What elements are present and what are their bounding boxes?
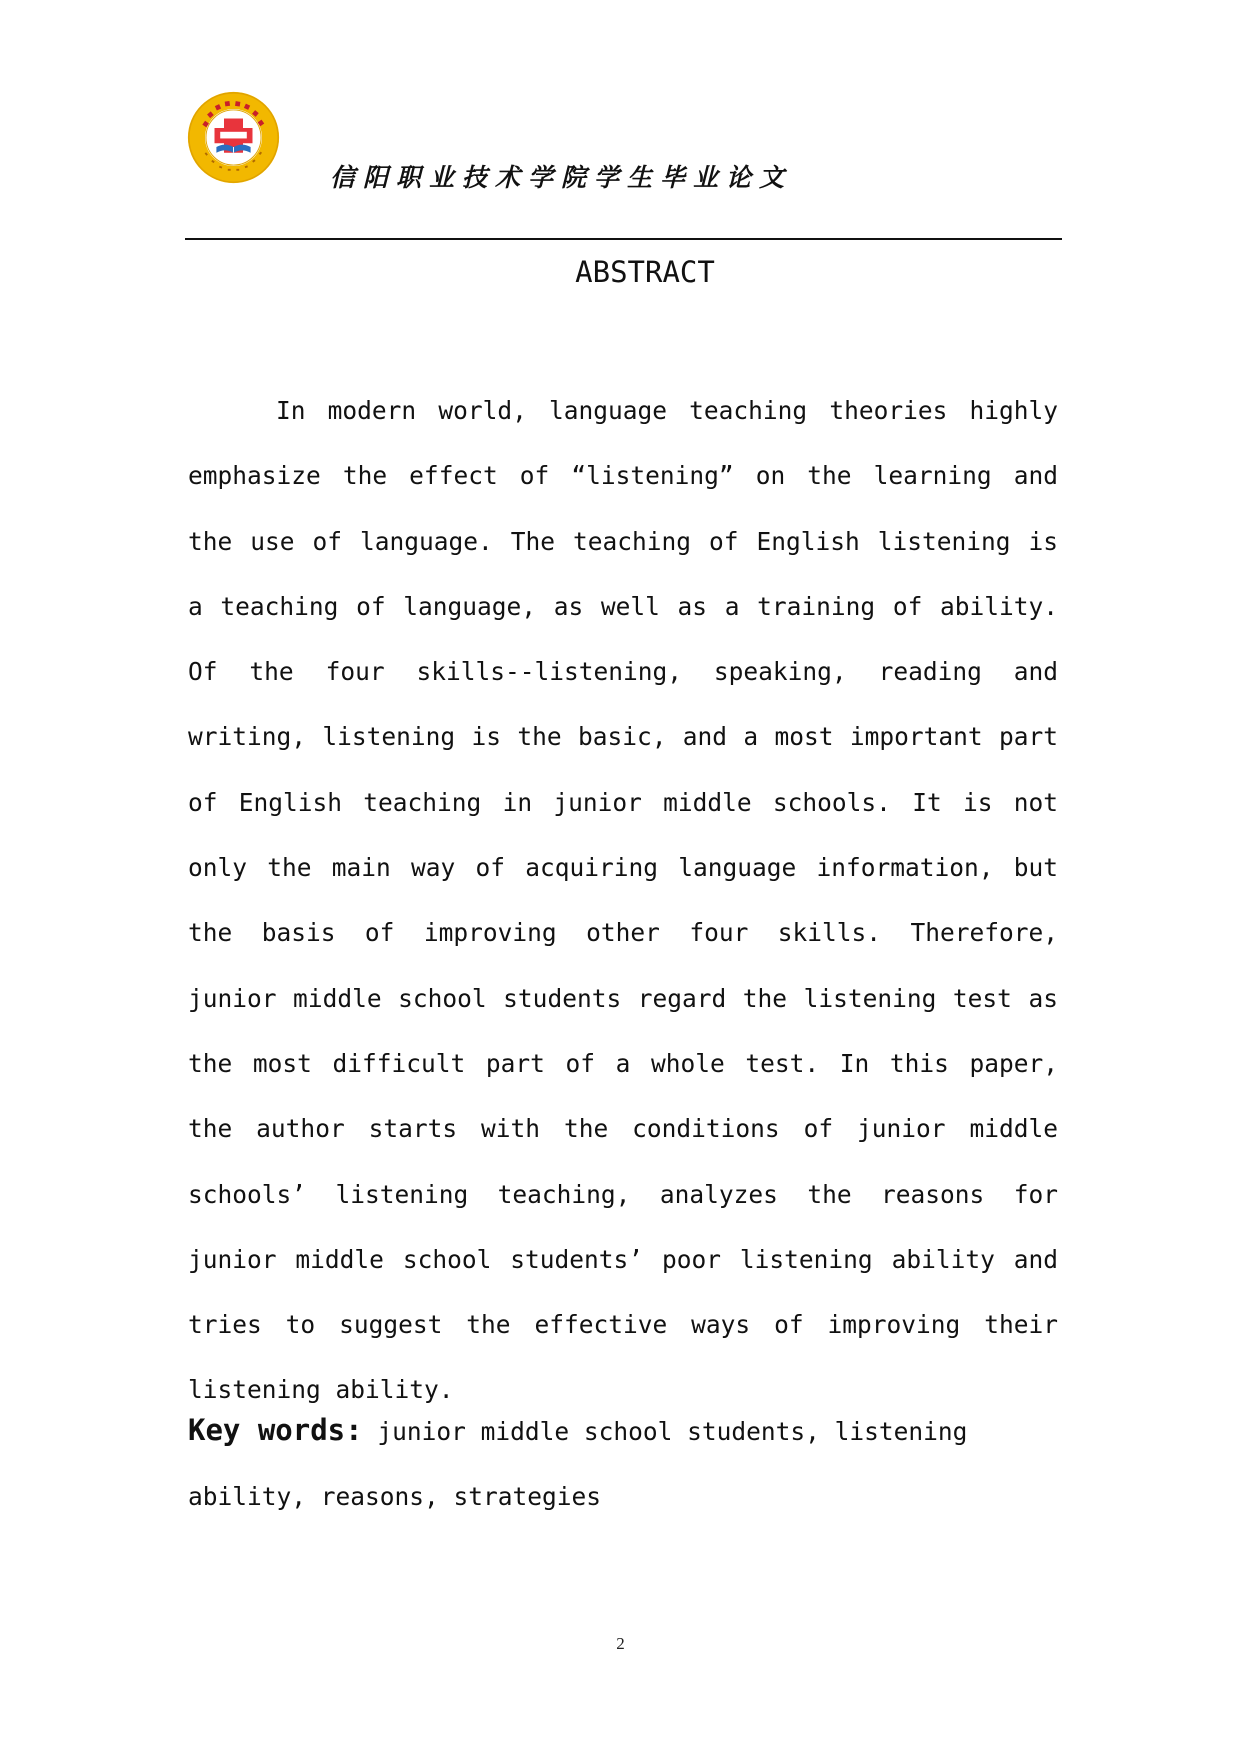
page-number: 2	[616, 1634, 625, 1653]
header-divider	[185, 238, 1062, 240]
abstract-body: In modern world, language teaching theories highly emphasize the effect of “listening” on the learning and the use of language. The teaching of English listening is a teaching of language, as well as a training of ability. Of the four skills--listening, speaking, reading and writing, listening is the basic, and a most important part of English teaching in junior middle schools. It is not only the main way of acquiring language information, but the basis of improving other four skills. Therefore, junior middle school students regard the listening test as the most difficult part of a whole test. In this paper, the author starts with the conditions of junior middle schools’ listening teaching, analyzes the reasons for junior middle school students’ poor listening ability and tries to suggest the effective ways of improving their listening ability.	[188, 396, 1058, 1405]
college-seal-icon	[186, 90, 281, 185]
thesis-series-title: 信阳职业技术学院学生毕业论文	[330, 163, 793, 192]
keywords-value: junior middle school students, listening ability, reasons, strategies	[188, 1417, 968, 1511]
keywords-section	[188, 1398, 1058, 1529]
page-header	[0, 0, 1241, 245]
keywords-label: Key words:	[188, 1413, 363, 1447]
abstract-heading: ABSTRACT	[575, 255, 715, 289]
